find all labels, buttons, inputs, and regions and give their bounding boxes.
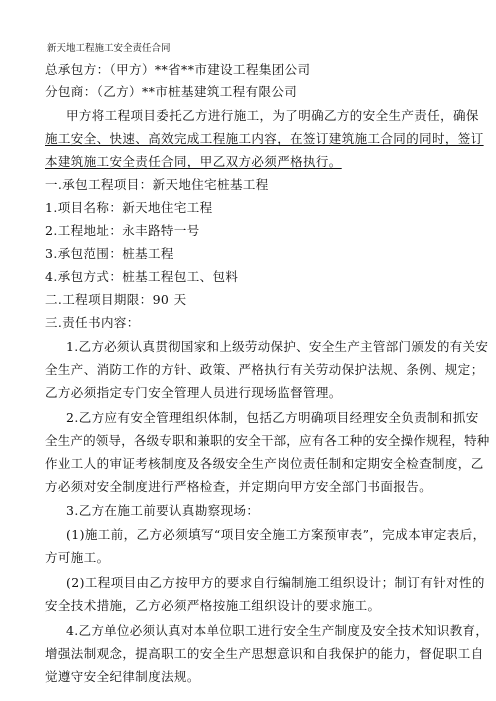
party-a-line: 总承包方：（甲方）**省**市建设工程集团公司 — [45, 62, 311, 77]
paragraph-3b-line-1: (2)工程项目由乙方按甲方的要求自行编制施工组织设计；制订有针对性的 — [66, 575, 485, 590]
item-project-address: 2.工程地址：永丰路特一号 — [45, 223, 200, 238]
paragraph-2-line-1: 2.乙方应有安全管理组织体制，包括乙方明确项目经理安全负责制和抓安 — [66, 410, 479, 425]
paragraph-2-line-2: 全生产的领导，各级专职和兼职的安全干部，应有各工种的安全操作规程，特种 — [45, 433, 490, 448]
document-header-title: 新天地工程施工安全责任合同 — [47, 43, 171, 54]
paragraph-1-line-3: 乙方必须指定专门安全管理人员进行现场监督管理。 — [45, 385, 342, 400]
intro-line-1: 甲方将工程项目委托乙方进行施工，为了明确乙方的安全生产责任，确保 — [66, 108, 479, 123]
item-contract-scope: 3.承包范围：桩基工程 — [45, 246, 174, 261]
paragraph-2-line-4: 方必须对安全制度进行严格检查，并定期向甲方安全部门书面报告。 — [45, 479, 433, 494]
paragraph-1-line-1: 1.乙方必须认真贯彻国家和上级劳动保护、安全生产主管部门颁发的有关安 — [66, 339, 489, 354]
paragraph-4-line-3: 觉遵守安全纪律制度法规。 — [45, 669, 200, 684]
paragraph-3a-line-2: 方可施工。 — [45, 550, 110, 565]
section-3-heading: 三.责任书内容： — [45, 315, 140, 330]
paragraph-1-line-2: 全生产、消防工作的方针、政策、严格执行有关劳动保护法规、条例、规定； — [45, 362, 484, 377]
paragraph-3-heading: 3.乙方在施工前要认真勘察现场： — [66, 503, 260, 518]
section-2-duration: 二.工程项目期限：90 天 — [45, 292, 187, 307]
paragraph-4-line-1: 4.乙方单位必须认真对本单位职工进行安全生产制度及安全技术知识教育， — [66, 623, 489, 638]
party-b-line: 分包商：（乙方）**市桩基建筑工程有限公司 — [45, 84, 298, 99]
item-contract-method: 4.承包方式：桩基工程包工、包料 — [45, 269, 239, 284]
paragraph-3b-line-2: 安全技术措施，乙方必须严格按施工组织设计的要求施工。 — [45, 598, 381, 613]
intro-line-3: 本建筑施工安全责任合同，甲乙双方必须严格执行。 — [45, 154, 342, 169]
paragraph-3a-line-1: (1)施工前，乙方必须填写“项目安全施工方案预审表”，完成本审定表后， — [66, 527, 486, 542]
section-1-heading: 一.承包工程项目：新天地住宅桩基工程 — [45, 177, 269, 192]
paragraph-2-line-3: 作业工人的审证考核制度及各级安全生产岗位责任制和定期安全检查制度，乙 — [45, 456, 484, 471]
item-project-name: 1.项目名称：新天地住宅工程 — [45, 200, 213, 215]
intro-line-2: 施工安全、快速、高效完成工程施工内容，在签订建筑施工合同的同时，签订 — [45, 131, 484, 146]
paragraph-4-line-2: 增强法制观念，提高职工的安全生产思想意识和自我保护的能力，督促职工自 — [45, 646, 484, 661]
